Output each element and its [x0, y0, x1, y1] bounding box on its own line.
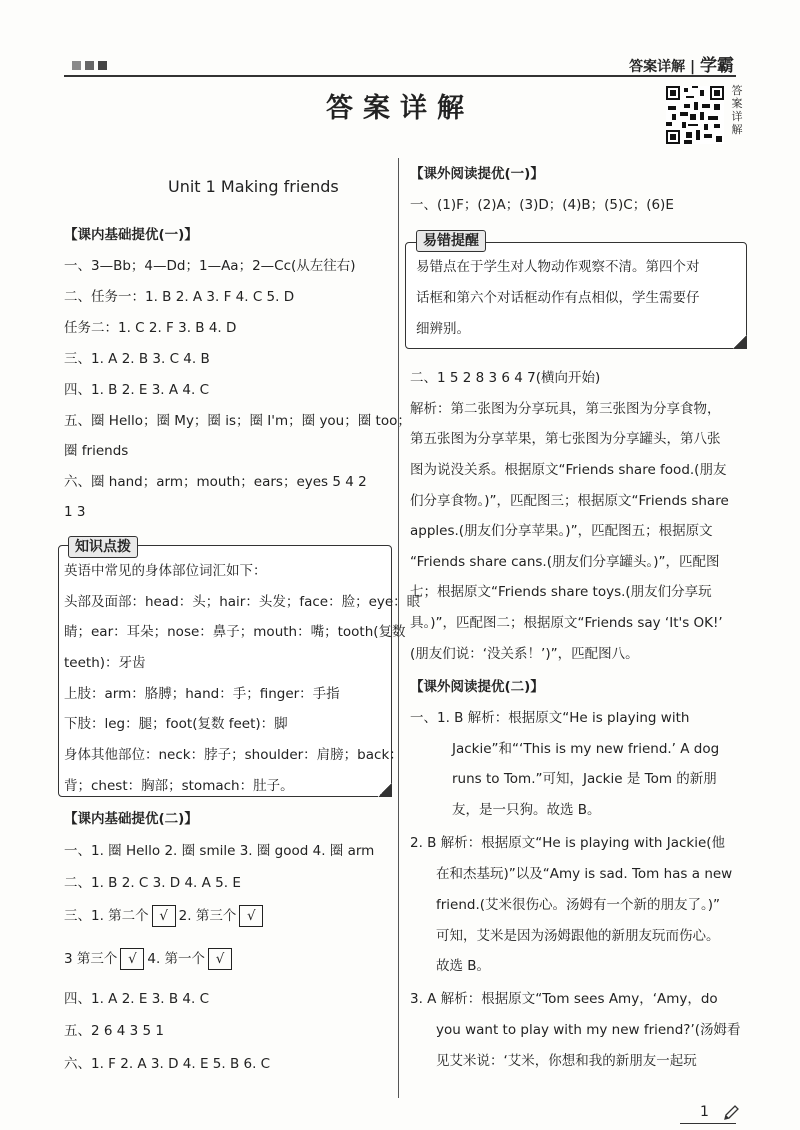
answer-line: 上肢：arm：胳膊；hand：手；finger：手指 [64, 686, 340, 702]
answer-line: 故选 B。 [436, 958, 491, 974]
answer-line: 1 3 [64, 504, 86, 520]
answer-line: 四、1. B 2. E 3. A 4. C [64, 382, 210, 398]
qr-code-icon [666, 86, 724, 144]
tick-answer-line [64, 905, 266, 928]
error-box-tag: 易错提醒 [416, 230, 486, 252]
tick-answer-line [64, 948, 235, 971]
tick-box: √ [208, 948, 232, 970]
answer-line: 背；chest：胸部；stomach：肚子。 [64, 778, 294, 794]
pencil-icon [722, 1104, 740, 1122]
answer-line: 一、(1)F；(2)A；(3)D；(4)B；(5)C；(6)E [410, 197, 674, 213]
qr-label-char: 案 [731, 97, 743, 110]
answer-line: 话框和第六个对话框动作有点相似，学生需要仔 [416, 290, 700, 306]
answer-line: 二、任务一：1. B 2. A 3. F 4. C 5. D [64, 289, 295, 305]
page-title: 答案详解 [326, 93, 474, 124]
answer-line: 细辨别。 [416, 321, 470, 337]
answer-line: you want to play with my new friend?’(汤姆看 [436, 1022, 741, 1038]
header-squares [72, 61, 107, 70]
answer-line: 圈 friends [64, 443, 129, 459]
tick-label: 3 第三个 [64, 951, 118, 967]
answer-line: (朋友们说：‘没关系！’)”，匹配图八。 [410, 646, 639, 662]
tick-label: 三、1. 第二个 [64, 908, 149, 924]
answer-line: 一、1. 圈 Hello 2. 圈 smile 3. 圈 good 4. 圈 arm [64, 843, 375, 859]
answer-line: Jackie”和“‘This is my new friend.’ A dog [452, 741, 720, 757]
qr-label [730, 84, 744, 136]
unit-title: Unit 1 Making friends [168, 177, 339, 196]
answer-line: 一、1. B 解析：根据原文“He is playing with [410, 710, 690, 726]
answer-line: 友，是一只狗。故选 B。 [452, 802, 601, 818]
answer-line: 任务二：1. C 2. F 3. B 4. D [64, 320, 237, 336]
qr-label-char: 详 [731, 110, 743, 123]
brand-right: 学霸 [700, 56, 734, 76]
answer-line: 解析：第二张图为分享玩具，第三张图为分享食物， [410, 401, 721, 417]
tick-label: 4. 第一个 [147, 951, 206, 967]
answer-line: 身体其他部位：neck：脖子；shoulder：肩膀；back： [64, 747, 403, 763]
answer-line: 见艾米说：‘艾米，你想和我的新朋友一起玩 [436, 1053, 697, 1069]
answer-line: 四、1. A 2. E 3. B 4. C [64, 991, 210, 1007]
answer-line: 下肢：leg：腿；foot(复数 feet)：脚 [64, 716, 288, 732]
tick-box: √ [239, 905, 263, 927]
answer-line: 五、2 6 4 3 5 1 [64, 1023, 164, 1039]
answer-line: 头部及面部：head：头；hair：头发；face：脸；eye：眼 [64, 594, 421, 610]
answer-line: 易错点在于学生对人物动作观察不清。第四个对 [416, 259, 700, 275]
answer-line: apples.(朋友们分享苹果。)”，匹配图五；根据原文 [410, 523, 713, 539]
page-number-rule [680, 1123, 736, 1124]
tick-box: √ [152, 905, 176, 927]
answer-line: 具。)”，匹配图二；根据原文“Friends say ‘It's OK!’ [410, 615, 723, 631]
header-brand [629, 51, 734, 76]
answer-line: 图为说没关系。根据原文“Friends share food.(朋友 [410, 462, 727, 478]
answer-line: 可知，艾米是因为汤姆跟他的新朋友玩而伤心。 [436, 928, 720, 944]
brand-separator: | [690, 59, 696, 75]
brand-left: 答案详解 [629, 59, 686, 75]
answer-line: “Friends share cans.(朋友们分享罐头。)”，匹配图 [410, 554, 720, 570]
section-heading: 【课外阅读提优(二)】 [410, 679, 544, 695]
answer-line: 第五张图为分享苹果，第七张图为分享罐头，第八张 [410, 431, 721, 447]
answer-line: 3. A 解析：根据原文“Tom sees Amy，‘Amy，do [410, 991, 718, 1007]
answer-line: 六、圈 hand；arm；mouth；ears；eyes 5 4 2 [64, 474, 367, 490]
answer-line: 二、1. B 2. C 3. D 4. A 5. E [64, 875, 241, 891]
section-heading: 【课内基础提优(二)】 [64, 811, 198, 827]
answer-line: runs to Tom.”可知，Jackie 是 Tom 的新朋 [452, 771, 717, 787]
qr-label-char: 解 [731, 123, 743, 136]
page-number: 1 [700, 1104, 709, 1120]
knowledge-box-tag: 知识点拨 [68, 536, 138, 558]
answer-line: 一、3—Bb；4—Dd；1—Aa；2—Cc(从左往右) [64, 258, 356, 274]
tick-box: √ [120, 948, 144, 970]
answer-line: friend.(艾米很伤心。汤姆有一个新的朋友了。)” [436, 897, 721, 913]
answer-line: 在和杰基玩)”以及“Amy is sad. Tom has a new [436, 866, 733, 882]
answer-line: 五、圈 Hello；圈 My；圈 is；圈 I'm；圈 you；圈 too； [64, 413, 411, 429]
answer-line: 2. B 解析：根据原文“He is playing with Jackie(他 [410, 835, 726, 851]
answer-line: teeth)：牙齿 [64, 655, 146, 671]
section-heading: 【课外阅读提优(一)】 [410, 166, 544, 182]
tick-label: 2. 第三个 [178, 908, 237, 924]
answer-line: 六、1. F 2. A 3. D 4. E 5. B 6. C [64, 1056, 271, 1072]
answer-line: 英语中常见的身体部位词汇如下： [64, 563, 267, 579]
answer-line: 七；根据原文“Friends share toys.(朋友们分享玩 [410, 584, 712, 600]
answer-line: 三、1. A 2. B 3. C 4. B [64, 351, 210, 367]
answer-line: 睛；ear：耳朵；nose：鼻子；mouth：嘴；tooth(复数 [64, 624, 406, 640]
section-heading: 【课内基础提优(一)】 [64, 227, 198, 243]
answer-line: 们分享食物。)”，匹配图三；根据原文“Friends share [410, 493, 729, 509]
answer-line: 二、1 5 2 8 3 6 4 7(横向开始) [410, 370, 601, 386]
qr-label-char: 答 [731, 84, 743, 97]
